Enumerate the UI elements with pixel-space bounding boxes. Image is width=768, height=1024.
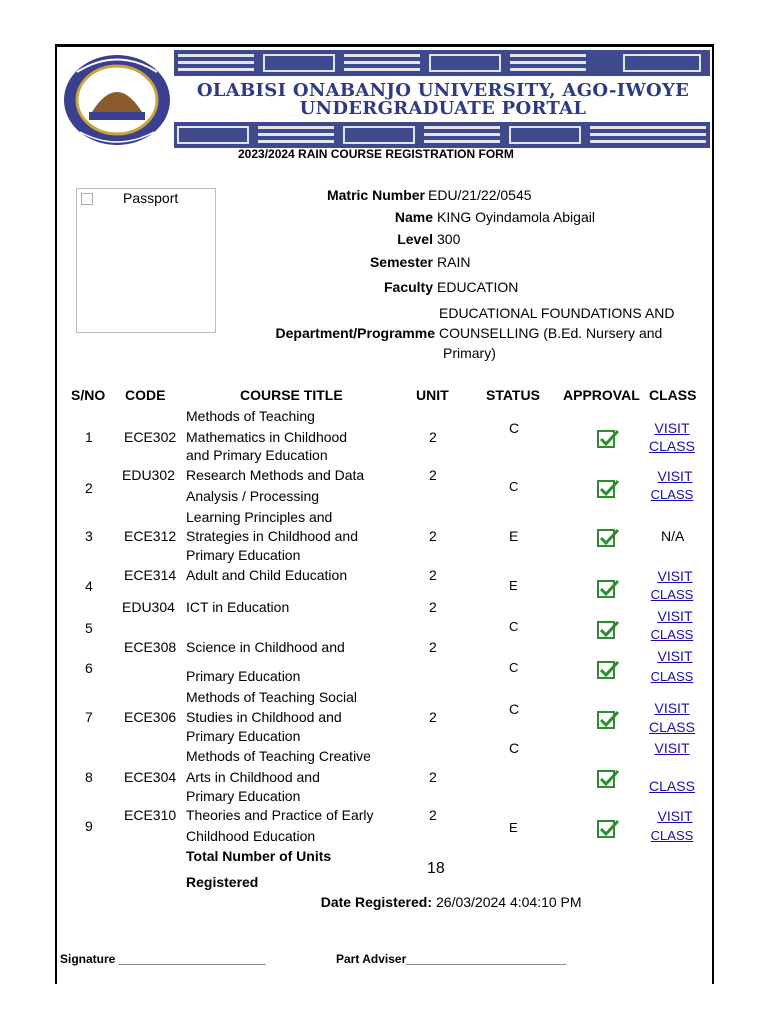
row-9-class-link[interactable]: CLASS — [650, 828, 694, 843]
row-2-status: C — [509, 479, 519, 494]
row-5-code: EDU304 — [122, 599, 175, 615]
row-5-visit-link[interactable]: VISIT — [657, 608, 693, 624]
row-1-approval-check-icon — [597, 430, 615, 448]
row-7-class-link[interactable]: CLASS — [649, 719, 695, 735]
row-6-class-link[interactable]: CLASS — [650, 669, 694, 684]
row-7-status: C — [509, 701, 520, 717]
row-7-title-3: Primary Education — [186, 728, 301, 744]
row-8-title-2: Arts in Childhood and — [186, 769, 320, 785]
row-5-status: C — [509, 619, 519, 634]
passport-alt-text: Passport — [123, 190, 179, 206]
row-6-unit: 2 — [429, 639, 437, 655]
passport-photo — [76, 188, 216, 333]
level-value: 300 — [437, 231, 461, 247]
banner-strip-top — [174, 50, 710, 76]
row-6-approval-check-icon — [597, 661, 615, 679]
row-9-title-2: Childhood Education — [186, 828, 316, 844]
row-1-title-3: and Primary Education — [186, 447, 328, 463]
row-5-title-1: ICT in Education — [186, 599, 290, 615]
row-3-title-1: Learning Principles and — [186, 509, 333, 525]
row-9-code: ECE310 — [124, 807, 177, 823]
row-4-sno: 4 — [85, 578, 93, 594]
page-border-top — [55, 44, 714, 47]
row-7-code: ECE306 — [124, 709, 177, 725]
department-line-3: Primary) — [443, 345, 496, 361]
row-9-unit: 2 — [429, 807, 437, 823]
col-header-status: STATUS — [486, 387, 540, 403]
row-7-approval-check-icon — [597, 711, 615, 729]
row-2-class-link[interactable]: CLASS — [650, 487, 694, 502]
broken-image-icon — [81, 193, 93, 205]
row-8-code: ECE304 — [124, 769, 177, 785]
row-8-visit-link[interactable]: VISIT — [654, 740, 690, 756]
row-2-unit: 2 — [429, 467, 437, 483]
row-2-approval-check-icon — [597, 480, 615, 498]
row-3-title-2: Strategies in Childhood and — [186, 528, 359, 544]
col-header-class: CLASS — [649, 387, 697, 403]
row-1-sno: 1 — [85, 429, 93, 445]
row-4-visit-link[interactable]: VISIT — [657, 568, 693, 584]
portal-name: UNDERGRADUATE PORTAL — [299, 98, 587, 119]
part-adviser-line: Part Adviser________________________ — [336, 952, 567, 966]
row-2-code: EDU302 — [122, 467, 175, 483]
date-registered-value: 26/03/2024 4:04:10 PM — [436, 894, 582, 910]
semester-label: Semester — [369, 254, 433, 270]
row-6-title-2: Primary Education — [186, 668, 301, 684]
row-1-code: ECE302 — [124, 429, 177, 445]
department-label: Department/Programme — [275, 325, 435, 341]
level-label: Level — [397, 231, 433, 247]
faculty-label: Faculty — [383, 279, 433, 295]
row-9-title-1: Theories and Practice of Early — [186, 807, 374, 823]
row-6-title-1: Science in Childhood and — [186, 639, 345, 655]
row-3-status: E — [509, 528, 519, 544]
department-line-1: EDUCATIONAL FOUNDATIONS AND — [439, 305, 675, 321]
row-5-unit: 2 — [429, 599, 437, 615]
row-7-visit-link[interactable]: VISIT — [654, 700, 690, 716]
row-3-approval-check-icon — [597, 529, 615, 547]
col-header-title: COURSE TITLE — [240, 387, 343, 403]
row-5-class-link[interactable]: CLASS — [650, 627, 694, 642]
form-title: 2023/2024 RAIN COURSE REGISTRATION FORM — [238, 147, 514, 161]
faculty-value: EDUCATION — [437, 279, 519, 295]
row-2-visit-link[interactable]: VISIT — [657, 468, 693, 484]
row-9-status: E — [509, 820, 518, 835]
date-registered-label: Date Registered: — [320, 894, 432, 910]
matric-label: Matric Number — [326, 187, 425, 203]
department-line-2: COUNSELLING (B.Ed. Nursery and — [439, 325, 663, 341]
row-1-status: C — [509, 420, 520, 436]
page-border-right — [712, 44, 714, 984]
row-3-class-na: N/A — [661, 528, 685, 544]
row-9-visit-link[interactable]: VISIT — [657, 808, 693, 824]
row-6-status: C — [509, 660, 519, 675]
matric-value: EDU/21/22/0545 — [428, 187, 532, 203]
page-border-left — [55, 44, 57, 984]
total-units-label-2: Registered — [186, 874, 259, 890]
row-7-unit: 2 — [429, 709, 437, 725]
row-8-unit: 2 — [429, 769, 437, 785]
row-8-class-link[interactable]: CLASS — [649, 778, 695, 794]
name-label: Name — [394, 209, 433, 225]
row-6-code: ECE308 — [124, 639, 177, 655]
semester-value: RAIN — [437, 254, 471, 270]
row-4-class-link[interactable]: CLASS — [650, 587, 694, 602]
col-header-code: CODE — [125, 387, 166, 403]
row-5-approval-check-icon — [597, 621, 615, 639]
row-3-title-3: Primary Education — [186, 547, 301, 563]
row-4-code: ECE314 — [124, 567, 177, 583]
row-5-sno: 5 — [85, 620, 93, 636]
banner-strip-bottom — [174, 122, 710, 148]
col-header-unit: UNIT — [416, 387, 449, 403]
row-8-title-1: Methods of Teaching Creative — [186, 748, 371, 764]
row-2-sno: 2 — [85, 480, 93, 496]
total-units-value: 18 — [427, 860, 445, 877]
row-6-sno: 6 — [85, 660, 93, 676]
row-8-status: C — [509, 740, 520, 756]
row-9-approval-check-icon — [597, 820, 615, 838]
row-8-approval-check-icon — [597, 770, 615, 788]
row-3-code: ECE312 — [124, 528, 177, 544]
row-4-approval-check-icon — [597, 580, 615, 598]
row-3-unit: 2 — [429, 528, 437, 544]
row-6-visit-link[interactable]: VISIT — [657, 648, 693, 664]
row-3-sno: 3 — [85, 528, 93, 544]
row-9-sno: 9 — [85, 818, 93, 834]
signature-line: Signature ______________________ — [60, 952, 266, 966]
row-1-title-2: Mathematics in Childhood — [186, 429, 348, 445]
col-header-sno: S/NO — [71, 387, 106, 403]
row-7-title-1: Methods of Teaching Social — [186, 689, 357, 705]
row-8-title-3: Primary Education — [186, 788, 301, 804]
row-4-title-1: Adult and Child Education — [186, 567, 348, 583]
row-7-sno: 7 — [85, 709, 93, 725]
row-7-title-2: Studies in Childhood and — [186, 709, 342, 725]
row-1-title-1: Methods of Teaching — [186, 408, 315, 424]
row-4-status: E — [509, 578, 518, 593]
row-2-title-2: Analysis / Processing — [186, 488, 320, 504]
university-logo — [62, 52, 172, 147]
row-2-title-1: Research Methods and Data — [186, 467, 365, 483]
row-1-class-link[interactable]: CLASS — [649, 438, 695, 454]
university-name: OLABISI ONABANJO UNIVERSITY, AGO-IWOYE — [196, 80, 690, 101]
row-1-unit: 2 — [429, 429, 437, 445]
row-1-visit-link[interactable]: VISIT — [654, 420, 690, 436]
col-header-approval: APPROVAL — [563, 387, 640, 403]
total-units-label-1: Total Number of Units — [186, 848, 332, 864]
row-4-unit: 2 — [429, 567, 437, 583]
name-value: KING Oyindamola Abigail — [437, 209, 595, 225]
row-8-sno: 8 — [85, 769, 93, 785]
